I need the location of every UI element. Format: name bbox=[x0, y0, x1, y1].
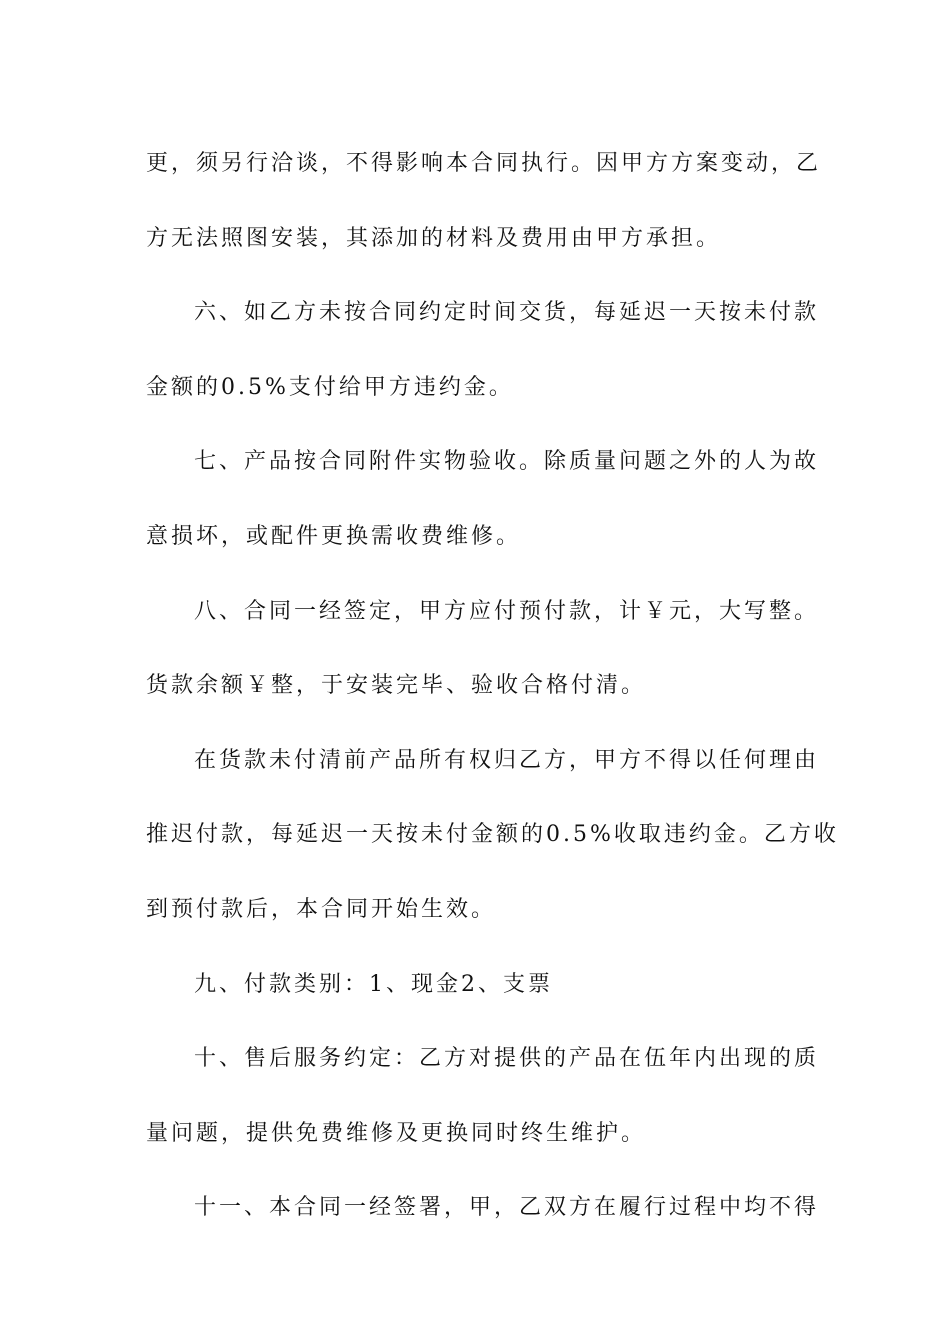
text-line: 在货款未付清前产品所有权归乙方，甲方不得以任何理由 bbox=[194, 747, 820, 773]
text-line: 七、产品按合同附件实物验收。除质量问题之外的人为故 bbox=[194, 449, 820, 475]
text-line: 量问题，提供免费维修及更换同时终生维护。 bbox=[146, 1120, 647, 1146]
text-line: 六、如乙方未按合同约定时间交货，每延迟一天按未付款 bbox=[194, 300, 820, 326]
text-line: 九、付款类别：1、现金2、支票 bbox=[194, 971, 553, 997]
text-line: 到预付款后，本合同开始生效。 bbox=[146, 896, 497, 922]
text-line: 金额的0.5%支付给甲方违约金。 bbox=[146, 374, 514, 400]
paragraph-clause-8 bbox=[146, 575, 820, 724]
paragraph-clause-10 bbox=[146, 1022, 820, 1171]
paragraph-clause-6 bbox=[146, 276, 820, 425]
text-line: 八、合同一经签定，甲方应付预付款，计￥元，大写整。 bbox=[194, 598, 820, 624]
paragraph-clause-7 bbox=[146, 425, 820, 574]
paragraph-clause-9 bbox=[146, 948, 806, 1023]
text-line: 十一、本合同一经签署，甲，乙双方在履行过程中均不得 bbox=[194, 1195, 820, 1221]
paragraph-ownership bbox=[146, 724, 839, 948]
paragraph-clause-11 bbox=[146, 1171, 820, 1246]
text-line: 意损坏，或配件更换需收费维修。 bbox=[146, 523, 522, 549]
text-line: 十、售后服务约定：乙方对提供的产品在伍年内出现的质 bbox=[194, 1046, 820, 1072]
text-line: 方无法照图安装，其添加的材料及费用由甲方承担。 bbox=[146, 225, 722, 251]
paragraph-continuation bbox=[146, 127, 822, 276]
text-line: 推迟付款，每延迟一天按未付金额的0.5%收取违约金。乙方收 bbox=[146, 822, 839, 848]
text-line: 更，须另行洽谈，不得影响本合同执行。因甲方方案变动，乙 bbox=[146, 151, 822, 176]
document-body bbox=[146, 127, 839, 1246]
text-line: 货款余额￥整，于安装完毕、验收合格付清。 bbox=[146, 673, 647, 699]
